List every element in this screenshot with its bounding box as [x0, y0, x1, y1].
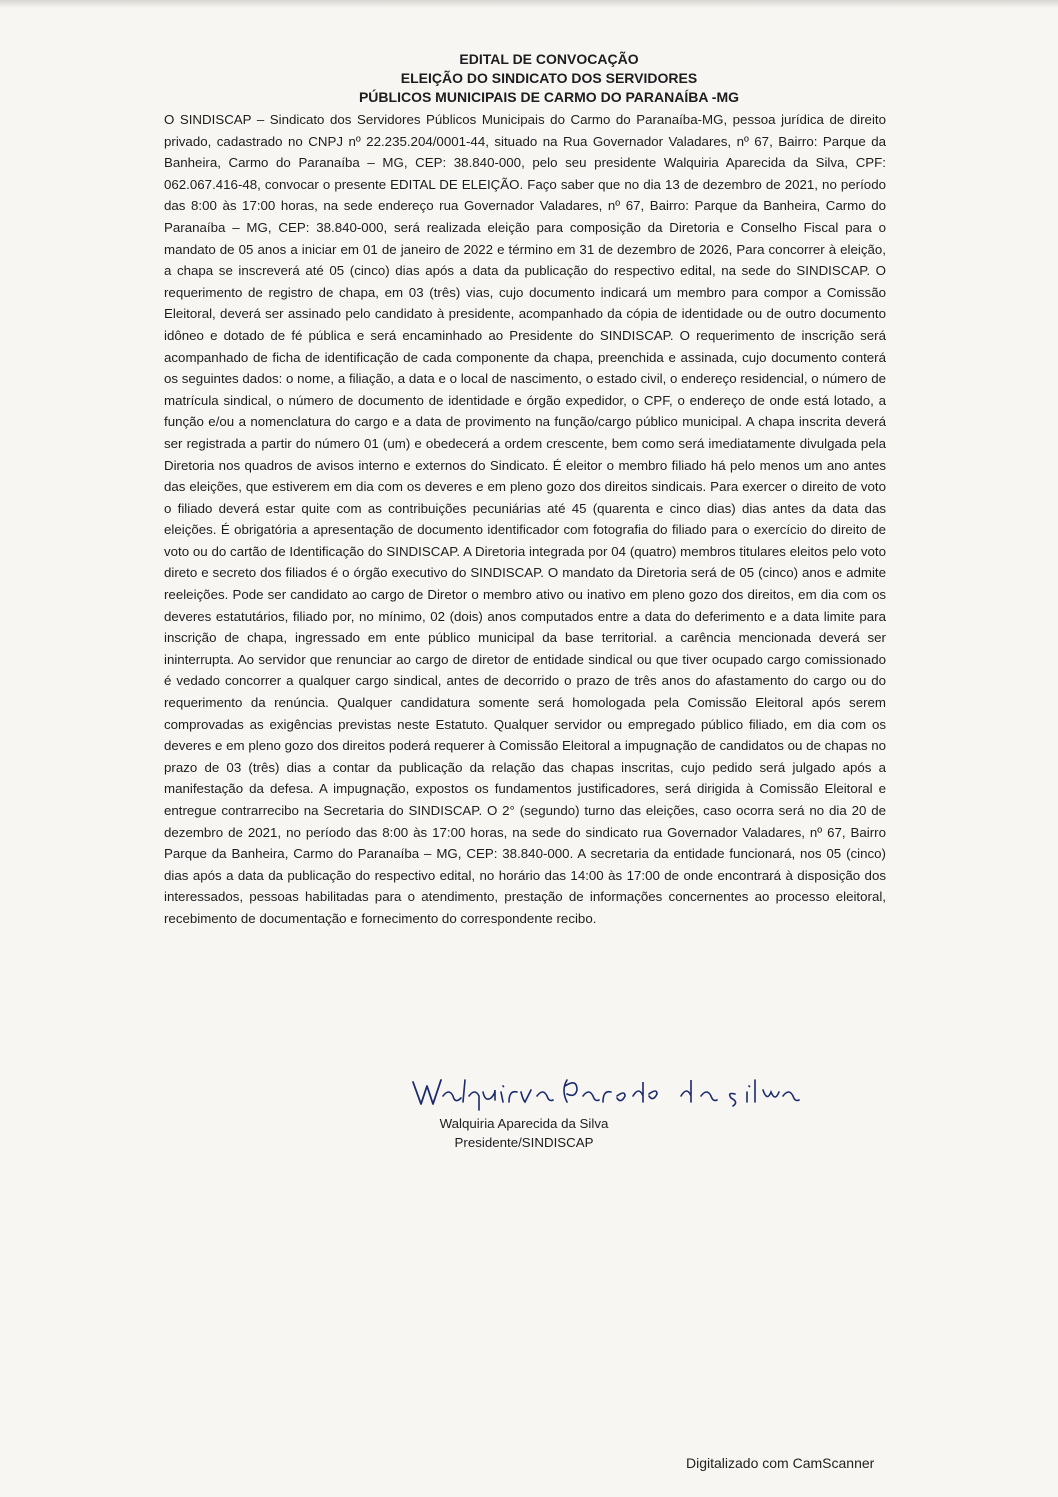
document-title	[0, 50, 1058, 107]
signer-block	[405, 1114, 643, 1152]
signer-role: Presidente/SINDISCAP	[454, 1135, 594, 1150]
title-line-3: PÚBLICOS MUNICIPAIS DE CARMO DO PARANAÍBA -MG	[358, 89, 740, 105]
handwritten-signature	[405, 1072, 805, 1112]
scan-edge	[0, 0, 1058, 8]
signer-name: Walquiria Aparecida da Silva	[439, 1116, 609, 1131]
title-line-2: ELEIÇÃO DO SINDICATO DOS SERVIDORES	[400, 70, 698, 86]
camscanner-watermark: Digitalizado com CamScanner	[686, 1455, 875, 1471]
edital-body: O SINDISCAP – Sindicato dos Servidores Públicos Municipais do Carmo do Paranaíba-MG, pessoa jurídica de direito privado, cadastrado no CNPJ nº 22.235.204/0001-44, situado na Rua Governador Valadares, nº 67, Bairro: Parque da Banheira, Carmo do Paranaíba – MG, CEP: 38.840-000, pelo seu presidente Walquiria Aparecida da Silva, CPF: 062.067.416-48, convocar o presente EDITAL DE ELEIÇÃO. Faço saber que no dia 13 de dezembro de 2021, no período das 8:00 às 17:00 horas, na sede endereço rua Governador Valadares, nº 67, Bairro: Parque da Banheira, Carmo do Paranaíba – MG, CEP: 38.840-000, será realizada eleição para composição da Diretoria e Conselho Fiscal para o mandato de 05 anos a iniciar em 01 de janeiro de 2022 e término em 31 de dezembro de 2026, Para concorrer à eleição, a chapa se inscreverá até 05 (cinco) dias após a data da publicação do respectivo edital, na sede do SINDISCAP. O requerimento de registro de chapa, em 03 (três) vias, cujo documento indicará um membro para compor a Comissão Eleitoral, deverá ser assinado pelo candidato à presidente, acompanhado da cópia de identidade ou de outro documento idôneo e dotado de fé pública e será encaminhado ao Presidente do SINDISCAP. O requerimento de inscrição será acompanhado de ficha de identificação de cada componente da chapa, preenchida e assinada, cujo documento conterá os seguintes dados: o nome, a filiação, a data e o local de nascimento, o estado civil, o endereço residencial, o número de matrícula sindical, o número de documento de identidade e órgão expedidor, o CPF, o endereço de onde está lotado, a função e/ou a nomenclatura do cargo e a data de provimento na função/cargo público municipal. A chapa inscrita deverá ser registrada a partir do número 01 (um) e obedecerá a ordem crescente, bem como será imediatamente divulgada pela Diretoria nos quadros de avisos interno e externos do Sindicato. É eleitor o membro filiado há pelo menos um ano antes das eleições, que estiverem em dia com os deveres e em pleno gozo dos direitos sindicais. Para exercer o direito de voto o filiado deverá estar quite com as contribuições pecuniárias até 45 (quarenta e cinco dias) dias antes da data das eleições. É obrigatória a apresentação de documento identificador com fotografia do filiado para o exercício do direito de voto ou do cartão de Identificação do SINDISCAP. A Diretoria integrada por 04 (quatro) membros titulares eleitos pelo voto direto e secreto dos filiados é o órgão executivo do SINDISCAP. O mandato da Diretoria será de 05 (cinco) anos e admite reeleições. Pode ser candidato ao cargo de Diretor o membro ativo ou inativo em pleno gozo dos direitos, em dia com os deveres estatutários, filiado por, no mínimo, 02 (dois) anos computados entre a data do deferimento e a data limite para inscrição de chapa, ingressado em ente público municipal da base territorial. a carência mencionada deverá ser ininterrupta. Ao servidor que renunciar ao cargo de diretor de entidade sindical ou que tiver ocupado cargo comissionado é vedado concorrer a qualquer cargo sindical, antes de decorrido o prazo de três anos do afastamento do cargo ou do requerimento da renúncia. Qualquer candidatura somente será homologada pela Comissão Eleitoral após serem comprovadas as exigências previstas neste Estatuto. Qualquer servidor ou empregado público filiado, em dia com os deveres e em pleno gozo dos direitos poderá requerer à Comissão Eleitoral a impugnação de candidatos ou de chapas no prazo de 03 (três) dias a contar da publicação da relação das chapas inscritas, cujo pedido será julgado após a manifestação da defesa. A impugnação, expostos os fundamentos justificadores, será dirigida à Comissão Eleitoral e entregue contrarrecibo na Secretaria do SINDISCAP. O 2° (segundo) turno das eleições, caso ocorra será no dia 20 de dezembro de 2021, no período das 8:00 às 17:00 horas, na sede do sindicato rua Governador Valadares, nº 67, Bairro Parque da Banheira, Carmo do Paranaíba – MG, CEP: 38.840-000. A secretaria da entidade funcionará, nos 05 (cinco) dias após a data da publicação do respectivo edital, no horário das 14:00 às 17:00 de onde encontrará à disposição dos interessados, pessoas habilitadas para o atendimento, prestação de informações concernentes ao processo eleitoral, recebimento de documentação e fornecimento do correspondente recibo.	[164, 112, 886, 926]
title-line-1: EDITAL DE CONVOCAÇÃO	[459, 51, 639, 67]
